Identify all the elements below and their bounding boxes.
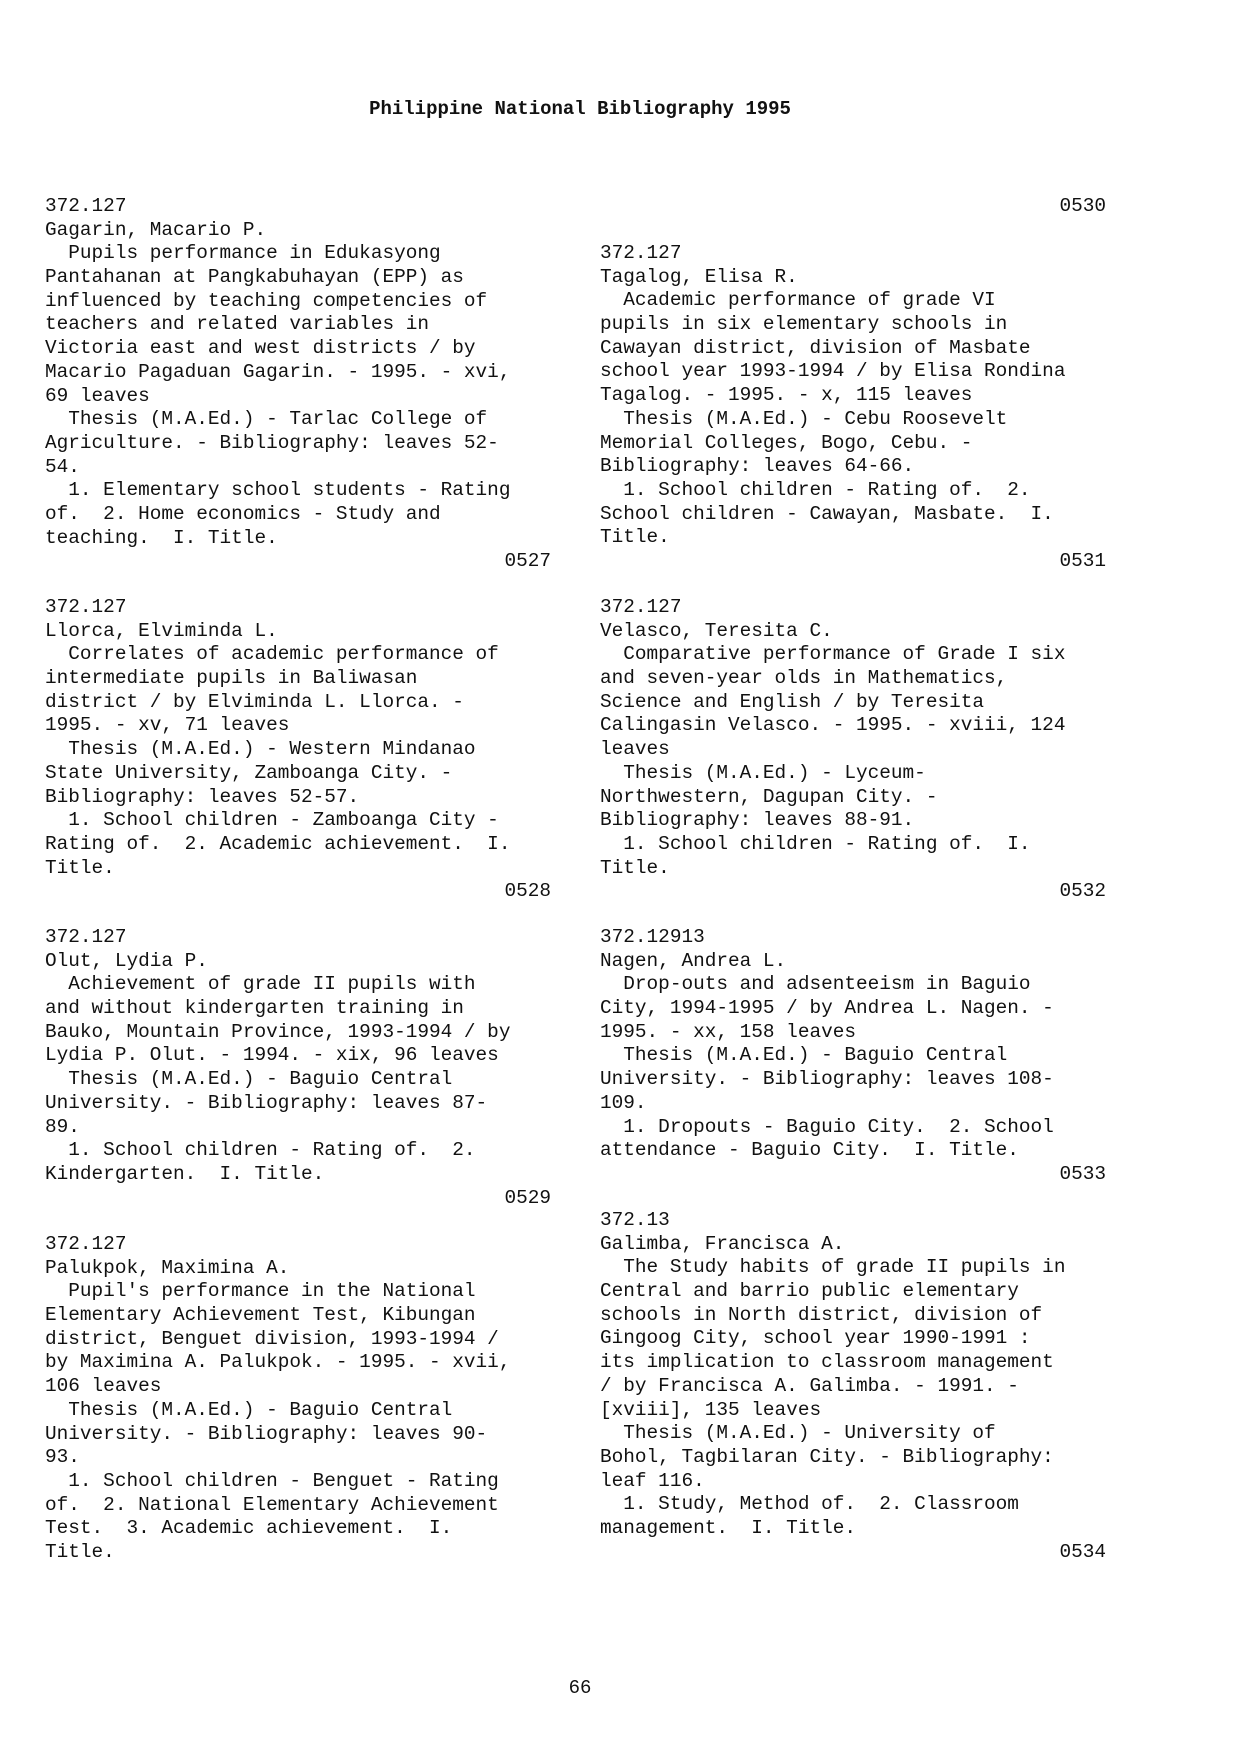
call-number: 372.127 xyxy=(600,242,682,264)
entry-text-line: management. I. Title. xyxy=(600,1516,856,1539)
entry-text-line: Title. xyxy=(45,856,115,879)
entry-text-line: City, 1994-1995 / by Andrea L. Nagen. - xyxy=(600,997,1054,1020)
entry-text-line: State University, Zamboanga City. - xyxy=(45,761,453,784)
entry-text-line: 1. Dropouts - Baguio City. 2. School xyxy=(600,1115,1054,1138)
entry-text-line: Thesis (M.A.Ed.) - Baguio Central xyxy=(45,1398,453,1421)
entry-text-line: 1. School children - Zamboanga City - xyxy=(45,809,499,832)
call-number: 372.127 xyxy=(45,596,127,618)
bibliography-entry xyxy=(45,1233,551,1565)
entry-text-line: Lydia P. Olut. - 1994. - xix, 96 leaves xyxy=(45,1044,499,1067)
entry-text-line: Thesis (M.A.Ed.) - University of xyxy=(600,1422,996,1445)
entry-text-line: Macario Pagaduan Gagarin. - 1995. - xvi, xyxy=(45,360,511,383)
call-number: 372.12913 xyxy=(600,926,705,948)
author-name: Llorca, Elviminda L. xyxy=(45,619,278,642)
entry-text-line: Science and English / by Teresita xyxy=(600,690,984,713)
entry-text-line: 54. xyxy=(45,455,80,478)
entry-text-line: school year 1993-1994 / by Elisa Rondina xyxy=(600,360,1066,383)
entry-text-line: Victoria east and west districts / by xyxy=(45,337,476,360)
call-number: 372.127 xyxy=(600,596,682,618)
entry-text-line: attendance - Baguio City. I. Title. xyxy=(600,1139,1019,1162)
entry-text-line: 109. xyxy=(600,1091,647,1114)
call-number: 372.127 xyxy=(45,195,127,217)
entry-number: 0528 xyxy=(504,880,551,903)
entry-text-line: 69 leaves xyxy=(45,384,150,407)
author-name: Velasco, Teresita C. xyxy=(600,619,833,642)
bibliography-entry xyxy=(600,596,1106,904)
page-title: Philippine National Bibliography 1995 xyxy=(369,98,791,120)
entry-text-line: intermediate pupils in Baliwasan xyxy=(45,667,418,690)
entry-text-line: Calingasin Velasco. - 1995. - xviii, 124 xyxy=(600,714,1066,737)
bibliography-entry xyxy=(600,1209,1106,1564)
author-name: Tagalog, Elisa R. xyxy=(600,265,798,288)
entry-text-line: teachers and related variables in xyxy=(45,313,429,336)
entry-text-line: Title. xyxy=(600,526,670,549)
entry-number: 0527 xyxy=(504,550,551,573)
entry-text-line: Gingoog City, school year 1990-1991 : xyxy=(600,1327,1031,1350)
entry-text-line: Thesis (M.A.Ed.) - Baguio Central xyxy=(600,1044,1008,1067)
entry-text-line: School children - Cawayan, Masbate. I. xyxy=(600,502,1054,525)
entry-number: 0531 xyxy=(1059,549,1106,572)
entry-number: 0530 xyxy=(1059,195,1106,217)
entry-text-line: Thesis (M.A.Ed.) - Lyceum- xyxy=(600,761,926,784)
entry-text-line: Bibliography: leaves 64-66. xyxy=(600,455,915,478)
entry-text-line: Northwestern, Dagupan City. - xyxy=(600,785,938,808)
entry-text-line: schools in North district, division of xyxy=(600,1303,1043,1326)
entry-text-line: University. - Bibliography: leaves 108- xyxy=(600,1068,1054,1091)
entry-text-line: 1995. - xv, 71 leaves xyxy=(45,714,290,737)
entry-text-line: Bauko, Mountain Province, 1993-1994 / by xyxy=(45,1020,511,1043)
entry-text-line: Central and barrio public elementary xyxy=(600,1280,1019,1303)
entry-text-line: Thesis (M.A.Ed.) - Tarlac College of xyxy=(45,408,488,431)
entry-text-line: Bohol, Tagbilaran City. - Bibliography: xyxy=(600,1445,1054,1468)
entry-text-line: Pantahanan at Pangkabuhayan (EPP) as xyxy=(45,266,464,289)
call-number: 372.127 xyxy=(45,1233,127,1255)
bibliography-entry xyxy=(45,926,551,1210)
entry-text-line: pupils in six elementary schools in xyxy=(600,313,1008,336)
entry-text-line: by Maximina A. Palukpok. - 1995. - xvii, xyxy=(45,1351,511,1374)
entry-text-line: 1995. - xx, 158 leaves xyxy=(600,1020,856,1043)
bibliography-entry-number-only xyxy=(600,195,1106,219)
entry-text-line: 106 leaves xyxy=(45,1375,162,1398)
entry-text-line: leaf 116. xyxy=(600,1469,705,1492)
entry-text-line: Title. xyxy=(600,856,670,879)
entry-text-line: and seven-year olds in Mathematics, xyxy=(600,667,1008,690)
entry-text-line: teaching. I. Title. xyxy=(45,526,278,549)
entry-text-line: [xviii], 135 leaves xyxy=(600,1398,822,1421)
entry-text-line: 1. Elementary school students - Rating xyxy=(45,479,511,502)
bibliography-entry xyxy=(45,596,551,904)
entry-text-line: Bibliography: leaves 88-91. xyxy=(600,809,915,832)
entry-text-line: Pupil's performance in the National xyxy=(45,1280,476,1303)
entry-text-line: Agriculture. - Bibliography: leaves 52- xyxy=(45,431,499,454)
entry-text-line: Title. xyxy=(45,1540,115,1563)
entry-text-line: Kindergarten. I. Title. xyxy=(45,1162,325,1185)
page-number: 66 xyxy=(568,1677,592,1699)
entry-text-line: Comparative performance of Grade I six xyxy=(600,643,1066,666)
entry-text-line: Thesis (M.A.Ed.) - Baguio Central xyxy=(45,1068,453,1091)
entry-text-line: Correlates of academic performance of xyxy=(45,643,499,666)
entry-number: 0534 xyxy=(1059,1540,1106,1563)
entry-text-line: Cawayan district, division of Masbate xyxy=(600,336,1031,359)
entry-text-line: 1. School children - Rating of. I. xyxy=(600,832,1031,855)
entry-text-line: University. - Bibliography: leaves 87- xyxy=(45,1091,488,1114)
entry-text-line: Test. 3. Academic achievement. I. xyxy=(45,1517,453,1540)
author-name: Olut, Lydia P. xyxy=(45,949,208,972)
entry-text-line: The Study habits of grade II pupils in xyxy=(600,1256,1066,1279)
entry-text-line: 1. School children - Rating of. 2. xyxy=(45,1139,476,1162)
entry-text-line: and without kindergarten training in xyxy=(45,997,464,1020)
entry-text-line: Bibliography: leaves 52-57. xyxy=(45,785,360,808)
entry-text-line: 1. School children - Rating of. 2. xyxy=(600,478,1031,501)
entry-text-line: of. 2. Home economics - Study and xyxy=(45,502,441,525)
entry-text-line: Academic performance of grade VI xyxy=(600,289,996,312)
bibliography-entry xyxy=(600,926,1106,1187)
entry-text-line: 89. xyxy=(45,1115,80,1138)
entry-text-line: influenced by teaching competencies of xyxy=(45,289,488,312)
entry-text-line: district, Benguet division, 1993-1994 / xyxy=(45,1327,499,1350)
entry-text-line: district / by Elviminda L. Llorca. - xyxy=(45,690,464,713)
entry-text-line: leaves xyxy=(600,738,670,761)
entry-text-line: Thesis (M.A.Ed.) - Western Mindanao xyxy=(45,738,476,761)
entry-text-line: Tagalog. - 1995. - x, 115 leaves xyxy=(600,384,973,407)
author-name: Nagen, Andrea L. xyxy=(600,949,787,972)
call-number: 372.13 xyxy=(600,1209,670,1231)
entry-text-line: Achievement of grade II pupils with xyxy=(45,973,476,996)
entry-text-line: Pupils performance in Edukasyong xyxy=(45,242,441,265)
entry-text-line: University. - Bibliography: leaves 90- xyxy=(45,1422,488,1445)
entry-text-line: of. 2. National Elementary Achievement xyxy=(45,1493,499,1516)
bibliography-entry xyxy=(45,195,551,574)
entry-number: 0532 xyxy=(1059,880,1106,903)
entry-text-line: Thesis (M.A.Ed.) - Cebu Roosevelt xyxy=(600,407,1008,430)
entry-text-line: Elementary Achievement Test, Kibungan xyxy=(45,1304,476,1327)
entry-number: 0529 xyxy=(504,1186,551,1209)
call-number: 372.127 xyxy=(45,926,127,948)
entry-text-line: 1. Study, Method of. 2. Classroom xyxy=(600,1493,1019,1516)
entry-text-line: Drop-outs and adsenteeism in Baguio xyxy=(600,973,1031,996)
entry-number: 0533 xyxy=(1059,1162,1106,1185)
bibliography-entry xyxy=(600,242,1106,574)
author-name: Galimba, Francisca A. xyxy=(600,1232,845,1255)
entry-text-line: Memorial Colleges, Bogo, Cebu. - xyxy=(600,431,973,454)
entry-text-line: its implication to classroom management xyxy=(600,1351,1054,1374)
entry-text-line: Rating of. 2. Academic achievement. I. xyxy=(45,832,511,855)
author-name: Palukpok, Maximina A. xyxy=(45,1256,290,1279)
entry-text-line: 1. School children - Benguet - Rating xyxy=(45,1469,499,1492)
entry-text-line: 93. xyxy=(45,1446,80,1469)
author-name: Gagarin, Macario P. xyxy=(45,218,267,241)
entry-text-line: / by Francisca A. Galimba. - 1991. - xyxy=(600,1374,1019,1397)
